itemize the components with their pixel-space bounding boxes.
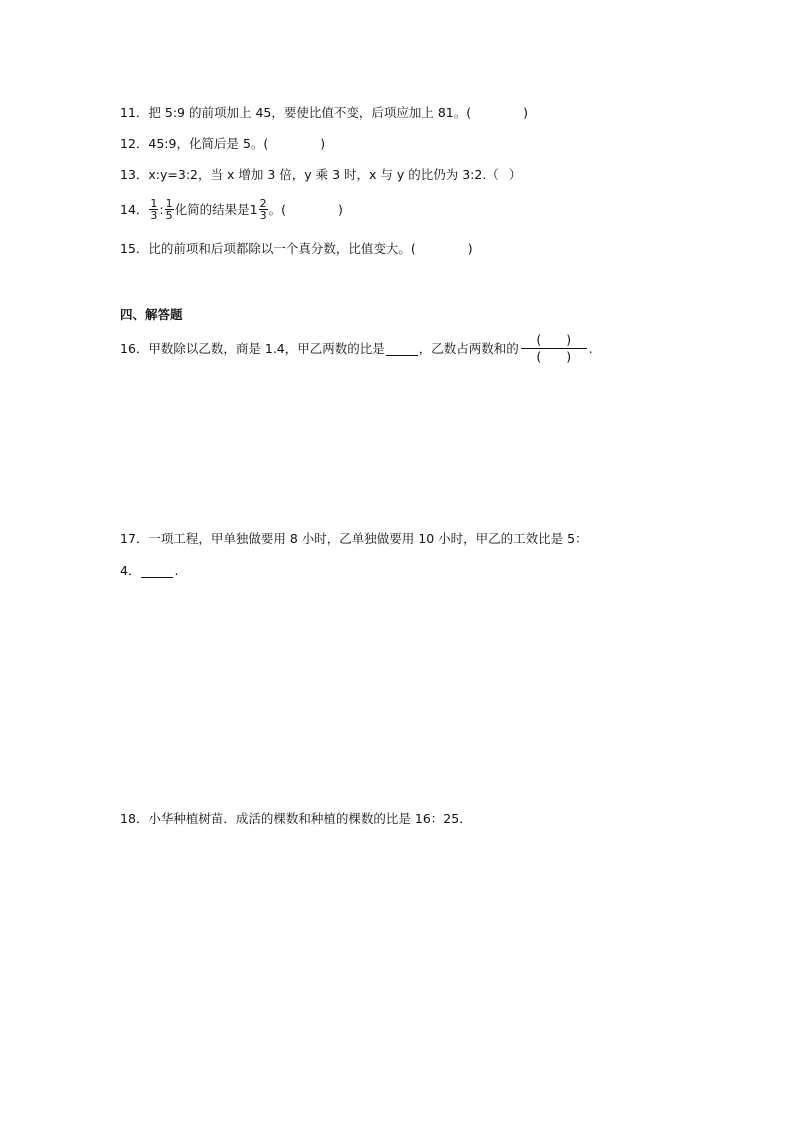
mixed-number: 1 $\frac{2}{3}$ [249, 197, 267, 222]
close-paren: ) [320, 136, 326, 151]
fraction-one-third: $\frac{1}{3}$ [150, 197, 158, 222]
close-paren: ） [508, 167, 522, 182]
question-text: 化简的结果是 [174, 201, 250, 217]
question-text: 甲数除以乙数，商是 1.4，甲乙两数的比是 [148, 340, 385, 356]
close-paren: ) [467, 241, 473, 256]
question-text: 一项工程，甲单独做要用 8 小时，乙单独做要用 10 小时，甲乙的工效比是 5： [148, 531, 588, 546]
question-11 [120, 104, 528, 122]
question-14 [120, 198, 343, 221]
question-text: 把 5:9 的前项加上 45，要使比值不变，后项应加上 81。( [148, 105, 472, 120]
question-number: 13． [120, 167, 149, 182]
question-number: 17． [120, 531, 149, 546]
close-paren: ) [337, 201, 343, 217]
question-end: . [174, 563, 179, 578]
question-text: 4． [120, 563, 141, 578]
answer-blank[interactable] [141, 564, 173, 578]
question-number: 15． [120, 241, 149, 256]
question-number: 14． [120, 201, 149, 217]
question-tail: 。( [268, 201, 286, 217]
question-17-continued [120, 562, 178, 580]
question-15 [120, 240, 473, 258]
question-number: 11． [120, 105, 149, 120]
question-text: 比的前项和后项都除以一个真分数，比值变大。( [148, 241, 416, 256]
question-text: x:y=3:2，当 x 增加 3 倍，y 乘 3 时，x 与 y 的比仍为 3:2.（ [148, 167, 499, 182]
question-16 [120, 332, 593, 365]
question-13 [120, 166, 521, 184]
fraction-one-fifth: $\frac{1}{5}$ [165, 197, 173, 222]
question-end: . [588, 340, 593, 356]
close-paren: ) [523, 105, 528, 120]
section-heading: 四、解答题 [120, 307, 183, 322]
answer-blank[interactable] [386, 342, 418, 356]
question-17 [120, 530, 588, 548]
question-number: 12． [120, 136, 149, 151]
question-18 [120, 810, 472, 828]
ratio-colon: : [159, 201, 164, 217]
question-12 [120, 135, 325, 153]
question-text: 45:9，化简后是 5。( [148, 136, 269, 151]
question-text: 小华种植树苗．成活的棵数和种植的棵数的比是 16：25． [148, 811, 472, 826]
question-text: ，乙数占两数和的 [418, 340, 519, 356]
question-number: 18． [120, 811, 149, 826]
question-number: 16． [120, 340, 149, 356]
answer-fraction[interactable]: $\frac{( )}{( )}$ [521, 332, 587, 365]
